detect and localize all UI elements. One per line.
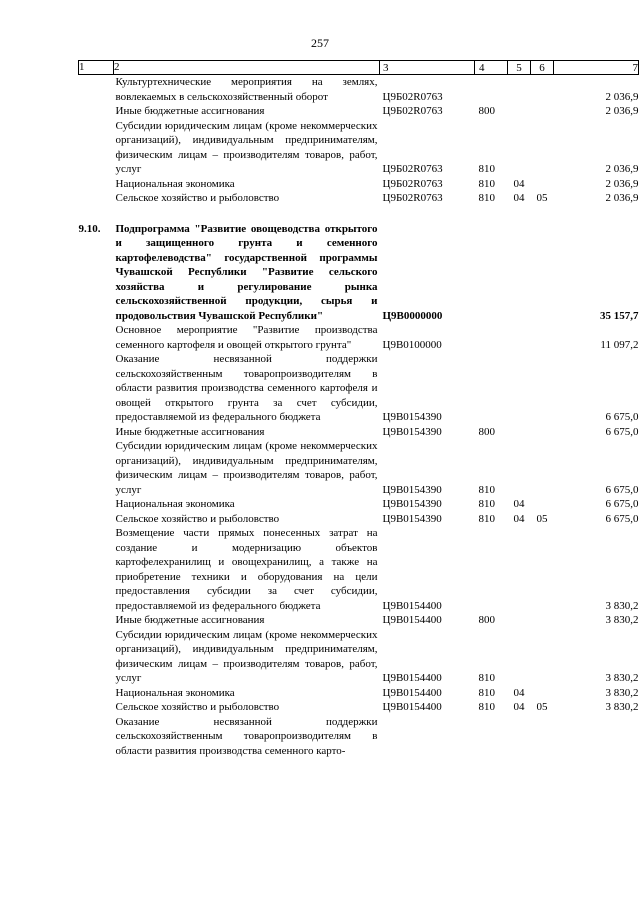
row-col-5 — [508, 75, 531, 105]
row-number — [79, 75, 114, 105]
row-code: Ц9В0000000 — [382, 309, 443, 322]
table-row — [79, 352, 639, 425]
table-row — [79, 628, 639, 686]
row-col-6 — [531, 352, 554, 425]
row-col-6 — [531, 177, 554, 192]
row-col-5 — [508, 323, 531, 352]
row-text: Сельское хозяйство и рыболовство — [115, 512, 280, 525]
row-col-5 — [508, 613, 531, 628]
row-code: Ц9Б02R0763 — [382, 105, 443, 117]
row-amount: 2 036,9 — [605, 105, 639, 117]
table-row — [79, 512, 639, 527]
row-amount: 2 036,9 — [605, 192, 639, 204]
row-col-4: 810 — [478, 701, 495, 713]
row-col-5: 04 — [513, 701, 525, 713]
row-code: Ц9В0154400 — [382, 672, 442, 684]
row-amount: 3 830,2 — [605, 614, 639, 626]
row-text: Сельское хозяйство и рыболовство — [115, 192, 280, 204]
row-code: Ц9В0154390 — [382, 411, 442, 423]
row-amount: 6 675,0 — [605, 425, 639, 438]
row-number — [79, 439, 114, 497]
row-col-4 — [475, 526, 508, 613]
table-row — [79, 613, 639, 628]
table-row — [79, 700, 639, 715]
row-col-6 — [531, 686, 554, 701]
row-number — [79, 119, 114, 177]
row-col-4: 810 — [478, 672, 495, 684]
row-code: Ц9В0154400 — [382, 686, 442, 699]
row-col-5: 04 — [513, 512, 525, 525]
row-col-5 — [508, 628, 531, 686]
row-col-6 — [531, 104, 554, 119]
row-amount: 35 157,7 — [600, 309, 639, 322]
row-text: Оказание несвязанной поддержки сельскохозяйственным товаропроизводителям в области развития производства семенного картофеля и овощей открытого грунта за счет субсидии, предоставляемой из федерального бюджета — [115, 353, 378, 423]
table-row — [79, 497, 639, 512]
row-col-4 — [475, 222, 508, 324]
table-header-row — [79, 61, 639, 75]
row-code: Ц9В0154390 — [382, 425, 442, 438]
row-text: Сельское хозяйство и рыболовство — [115, 701, 280, 713]
page-number: 257 — [311, 36, 329, 50]
row-col-4 — [475, 75, 508, 105]
table-row — [79, 425, 639, 440]
row-text: Подпрограмма "Развитие овощеводства открытого и защищенного грунта и семенного картофелеводства" государственной программы Чувашской Республики "Развитие сельского хозяйства и регулирование рынка сельскохозяйственной продукции, сырья и продовольствия Чувашской Республики" — [115, 222, 378, 322]
row-code: Ц9Б02R0763 — [382, 192, 443, 204]
row-col-4: 810 — [478, 192, 495, 204]
header-col-6: 6 — [531, 61, 554, 75]
row-amount: 6 675,0 — [605, 483, 639, 496]
row-text: Субсидии юридическим лицам (кроме некоммерческих организаций), индивидуальным предпринимателям, физическим лицам – производителям товаров, работ, услуг — [115, 628, 378, 684]
row-number — [79, 425, 114, 440]
row-col-5 — [508, 352, 531, 425]
table-row — [79, 191, 639, 206]
row-text: Национальная экономика — [115, 177, 235, 190]
budget-table — [78, 60, 639, 758]
row-col-6: 05 — [536, 701, 548, 713]
row-col-6 — [531, 628, 554, 686]
row-code: Ц9В0100000 — [382, 338, 442, 351]
row-text: Оказание несвязанной поддержки сельскохозяйственным товаропроизводителям в области развития производства семенного карто- — [115, 715, 378, 757]
row-code: Ц9В0154400 — [382, 701, 442, 713]
row-number — [79, 191, 114, 206]
row-number — [79, 715, 114, 759]
row-amount: 3 830,2 — [605, 672, 639, 684]
row-number — [79, 104, 114, 119]
row-amount: 3 830,2 — [605, 599, 639, 612]
row-col-5: 04 — [513, 192, 525, 204]
row-col-6 — [531, 439, 554, 497]
row-text: Субсидии юридическим лицам (кроме некоммерческих организаций), индивидуальным предпринимателям, физическим лицам – производителям товаров, работ, услуг — [115, 119, 378, 175]
header-col-5: 5 — [508, 61, 531, 75]
row-col-5 — [508, 439, 531, 497]
table-row — [79, 104, 639, 119]
table-row — [79, 75, 639, 105]
row-number — [79, 700, 114, 715]
row-number: 9.10. — [78, 222, 101, 235]
row-amount: 6 675,0 — [605, 498, 639, 510]
row-col-5 — [508, 715, 531, 759]
row-text: Возмещение части прямых понесенных затрат на создание и модернизацию объектов картофелехранилищ и овощехранилищ, а также на приобретение техники и оборудования на цели предоставления субсидии за счет субсидии, предоставляемой из федерального бюджета — [115, 527, 378, 612]
table-row — [79, 526, 639, 613]
row-col-6 — [531, 715, 554, 759]
row-number — [79, 497, 114, 512]
row-amount: 2 036,9 — [605, 163, 639, 175]
row-number — [79, 686, 114, 701]
row-col-5 — [508, 425, 531, 440]
row-col-5: 04 — [513, 177, 525, 190]
row-col-4 — [475, 323, 508, 352]
table-row — [79, 439, 639, 497]
row-col-5 — [508, 526, 531, 613]
row-amount: 11 097,2 — [600, 338, 639, 351]
row-col-4: 810 — [478, 686, 495, 699]
row-number — [79, 177, 114, 192]
row-amount — [554, 715, 639, 759]
row-number — [79, 352, 114, 425]
row-amount: 2 036,9 — [605, 177, 639, 190]
row-col-6 — [531, 425, 554, 440]
row-number — [79, 526, 114, 613]
table-row — [79, 119, 639, 177]
table-row — [79, 323, 639, 352]
row-col-5: 04 — [513, 498, 525, 510]
row-col-5 — [508, 104, 531, 119]
row-col-6: 05 — [536, 192, 548, 204]
row-text: Национальная экономика — [115, 686, 235, 699]
row-amount: 2 036,9 — [605, 90, 639, 103]
row-col-4: 810 — [478, 512, 495, 525]
row-number — [79, 613, 114, 628]
row-amount: 6 675,0 — [605, 411, 639, 423]
row-col-4 — [475, 715, 508, 759]
row-code: Ц9В0154390 — [382, 512, 442, 525]
header-col-4: 4 — [475, 61, 508, 75]
row-col-6 — [531, 613, 554, 628]
row-col-6: 05 — [536, 512, 548, 525]
row-col-6 — [531, 222, 554, 324]
row-col-6 — [531, 526, 554, 613]
row-col-5 — [508, 222, 531, 324]
table-row — [79, 222, 639, 324]
row-col-6 — [531, 497, 554, 512]
row-code: Ц9В0154400 — [382, 614, 442, 626]
row-col-4: 800 — [478, 105, 495, 117]
row-text: Субсидии юридическим лицам (кроме некоммерческих организаций), индивидуальным предпринимателям, физическим лицам – производителям товаров, работ, услуг — [115, 440, 378, 496]
row-col-4: 800 — [478, 614, 495, 626]
row-col-4: 810 — [478, 498, 495, 510]
table-row — [79, 686, 639, 701]
header-col-3: 3 — [380, 61, 475, 75]
row-code: Ц9Б02R0763 — [382, 177, 443, 190]
table-row — [79, 715, 639, 759]
row-col-5: 04 — [513, 686, 525, 699]
spacer-row — [79, 206, 639, 222]
row-col-6 — [531, 119, 554, 177]
row-text: Иные бюджетные ассигнования — [115, 425, 265, 438]
row-col-6 — [531, 323, 554, 352]
row-col-6 — [531, 75, 554, 105]
row-col-4: 810 — [478, 163, 495, 175]
row-code: Ц9Б02R0763 — [382, 163, 443, 175]
row-text: Иные бюджетные ассигнования — [115, 105, 265, 117]
row-number — [79, 512, 114, 527]
row-code: Ц9В0154400 — [382, 599, 442, 612]
table-row — [79, 177, 639, 192]
header-col-2: 2 — [114, 61, 380, 75]
row-col-5 — [508, 119, 531, 177]
row-code: Ц9В0154390 — [382, 498, 442, 510]
row-number — [79, 323, 114, 352]
row-col-4: 800 — [478, 425, 495, 438]
row-amount: 3 830,2 — [605, 686, 639, 699]
row-code — [380, 715, 475, 759]
row-text: Иные бюджетные ассигнования — [115, 614, 265, 626]
row-col-4: 810 — [478, 483, 495, 496]
row-amount: 6 675,0 — [605, 512, 639, 525]
row-code: Ц9Б02R0763 — [382, 90, 443, 103]
row-col-4: 810 — [478, 177, 495, 190]
row-col-4 — [475, 352, 508, 425]
row-text: Национальная экономика — [115, 498, 235, 510]
row-text: Основное мероприятие "Развитие производства семенного картофеля и овощей открытого грунта" — [115, 324, 378, 351]
row-number — [79, 628, 114, 686]
header-col-7: 7 — [554, 61, 639, 75]
row-text: Культуртехнические мероприятия на землях, вовлекаемых в сельскохозяйственный оборот — [115, 76, 378, 103]
row-amount: 3 830,2 — [605, 701, 639, 713]
row-code: Ц9В0154390 — [382, 483, 442, 496]
header-col-1: 1 — [79, 61, 114, 75]
